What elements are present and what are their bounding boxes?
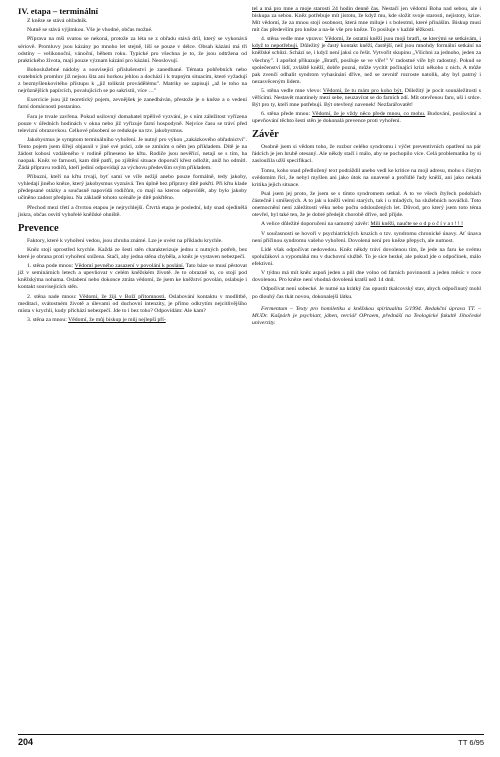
list-item-wall-3 (18, 317, 247, 324)
paragraph: Lidé však odpočívat nedovedou. Kněz někdy tráví dovolenou tím, že jede na faru ke svému spolužákovi a vypomáhá mu v duchovní službě. To je sice hezké, ale pokud jde o odpočinek, málo efektivní. (252, 246, 481, 267)
paragraph: Příbuzní, kteří na křtu trvají, byť sami ve víře nežijí anebo pouze formálně, tedy jakoby, vyhledají jiného kněze, který jakobysmus vyznává. Ten úplně bez přípravy dítě pokřtí. Při křtu klade předepsané otázky a současně napovídá rodičům, co mají na kterou odpovídět, aby bylo jakoby učiněno zadost předpisu. Na základě tohoto scénáře je dítě pokřtěno. (18, 174, 247, 202)
list-item-wall-5 (252, 88, 481, 109)
list-item-emphasis: Vědomí, že je vždy něco přede mnou, co mohu. (311, 111, 426, 118)
left-paragraphs-a (18, 18, 247, 219)
list-item-lead: 6. stěna přede mnou: (261, 111, 312, 118)
page-number: 204 (18, 737, 34, 747)
list-item-lead: 4. stěna vedle mne vpravo: (261, 36, 325, 43)
source-reference: Fermentum – Texty pro homiletiku a kněžskou spiritualitu 5/1994. Redakční úprava TT. – MUDr. Kašpárh je psychiatr, jáhen, terciář OPraem, přednáší na Teologické fakultě Jihočeské univerzity. (252, 305, 481, 326)
list-item-text: Oslabování kontaktu v modlitbě, meditaci, svátostném životě a úlevami od duchovní intenzity, je přímo odkrytím nejcitlivějšího místa v krychli, kudy přichází nebezpečí. Jde to i bez toho? Odpovídám: Ale kam? (18, 293, 248, 314)
closing-lead: A velice důležité doporučení na samotný závěr: (261, 221, 371, 228)
list-item-emphasis: tel a má pro mne a moje starosti 24 hodin denně čas. (252, 6, 380, 12)
paragraph: Fara je trvale zavřena. Pokud usilovný domahatel trpělivě vyzvání, je s ním záležitost vyřízena pouze v úředních hodinách v okna nebo již vyřizuje farní hospodyně. Nejvíce času se tráví před televizní obrazovkou. Celkové působení se redukuje na tzv. jakobysmus. (18, 113, 247, 134)
left-column (18, 6, 247, 326)
paragraph: Příprava na mši svatou se nekoná, protože za léta se z obřadu stává dril, který se vykonává sériově. Promluvy jsou kázány po mnoho let stejně, liší se pouze v délce. Obsah kázání má tři odstíny – velikonoční, vánoční, během roku. Typické pro všechna je to, že jsou odtržena od praktického života, mají pouze význam kázání pro kázání. Neoslovují. (18, 36, 247, 64)
section-heading-zaver: Závěr (252, 129, 279, 141)
paragraph: Z kněze se stává ohřadník. (27, 18, 88, 24)
paragraph: Exercicie jsou již teoretický pojem, zevnějšek je zanedbáván, přestože je o kněze a o vedení farní domácnosti postaráno. (18, 97, 247, 111)
list-item-emphasis: Vědomí, že ostatní kněží jsou moji bratři, se kterými se setkávám, i když to nepotřebuji. (252, 36, 481, 50)
list-item-text: Tato báze se musí pěstovat již v seminárních letech a upevňovat v celém kněžském životě. Je to obrazně to, co stojí pod kněžskýma nohama. Oslabení nebo dokonce ztráta vědomí, že jsem ke kněžství povolán, oslabuje i kontakt souvisejících stěn. (18, 263, 247, 291)
list-item-wall-2 (18, 294, 247, 315)
list-item-emphasis: Vědomí, že žiji v Boží přítomnosti. (78, 293, 166, 300)
issue-label: TT 6/95 (458, 738, 484, 747)
paragraph: V současnosti se hovoří v psychiatrických kruzích o tzv. syndromu chronické únavy. Ať únava není příčinou syndromu vašeho vyhoření. Dovolená není pro kněze přepych, ale nutnost. (252, 230, 481, 244)
paragraph: Faktory, které k vyhoření vedou, jsou zhruba známé. Lze je uvést na příkladu krychle. (27, 237, 223, 244)
list-item-text: Nestačí jen vědomí Boha nad sebou, ale i biskupa za sebou. Kněz potřebuje mít jistotu, že když mu, kde složit svoje starosti, nejistoty, krize. Mít vědomí, že za mnou stojí osobnost, která mne miluje i s bolestmi, které přináším. Biskup musí mít čas především pro kněze a na-še vše pro kněze. To posiluje v každé těžkosti. (252, 6, 481, 34)
paragraph: Nutně se stává výjimkou. Vše je vhodné, občas možné. (27, 27, 153, 34)
closing-recommendation (252, 221, 481, 228)
paragraph: Tomu, koho snad předložený text podráždil anebo vedl ke kritice na moji adresu, mohu s čistým svědomím říci, že nebyl myšlen ani jako útok na unavené a prořídlé řady kněží, ani jako nekalá kritika jejich situace. (252, 167, 481, 188)
list-item-emphasis: Vědomí, že můj biskup je můj nejlepší pří- (68, 316, 166, 323)
list-item-wall-4 (252, 36, 481, 85)
section-heading-prevence: Prevence (18, 222, 59, 234)
list-item-lead: 5. stěna vedle mne vlevo: (261, 87, 323, 94)
list-item-emphasis: Vědomí pevného zasazení v povolání k poslání. (74, 263, 185, 270)
right-column (252, 6, 481, 329)
paragraph: Přechod mezi třetí a čtvrtou etapou je nejrychlejší. Čtvrtá etapa je poslední, kdy snad ojedinělá jiskra, občas osvítí vyhořelé kněžské ohniště. (18, 204, 247, 218)
paragraph: Bohoslužebné nádoby a související příslušenství je zanedbané. Témata pohřebních nebo svatebních promluv již nejsou šita ani horkou jehlou a dochází i k trapným situacím, které vyžadují z bezmyšlenkovitého přístupu k „již tolikrát provádělému". Matriky se zapisují „až le toho na nejrůznějších papírcích, povalujících se po sakristii, více …" (18, 66, 247, 94)
closing-emphasis: Mili kněží, naučte se o d p o č í v a t ! ! ! (370, 221, 464, 228)
paragraph: Odpočívat není sobecké. Je nutné na krátký čas opustit tkalcovský stav, abych odpočinutý mohl po dlouhý čas tkát novou, dokonalejší látku. (252, 286, 481, 300)
paragraph: Psal jsem jej proto, že jsem se s tímto syndromem setkal. A to ve všech čtyřech podobách částečně i smíšených. A to jak u kněží velmi starých, tak i u mladých, ba služebních nováčků. Toto onemocnění není záležitostí věku nebo počtu odsloužených let. Důvod, pro který jsem toto téma otevřel, byl také ten, že je dobré předejít chorobě dříve, než přijde. (252, 190, 481, 219)
list-item-text: Důležitý je pocit sounáležitosti s věřícími. Nestavět mantinely mezi sebe, neuzavírat se do farních zdí. Mít otevřenou faru, uši i srdce. Být pro ty, kteří mne potřebují. Být otevřený navenek! Nezfarářovatět! (252, 87, 481, 108)
list-item-text: Budování, posilování a upevňování těchto šesti stěn je dokonalá prevence proti vyhoření. (252, 111, 481, 125)
list-item-emphasis: Vědomí, že tu mám pro koho být. (322, 87, 403, 94)
list-item-text: Důležitý je častý kontakt kněží, častější, než jsou mnohdy formální setkání na kněžské schůzi. Schází se, i když není jaksi co řešit. Vytvořit skupinu „Všichni za jednoho, jeden za všechny". I apoštol přikazuje „Bratři, posiluje se ve víře!" V radostné víře být radostný. Pokud se společenství lidí, zvláště kněží, dobře pozná, může vycítit počínající krizi někoho z nich. A může pak zvenčí odhalit syndrom vyhasínání dříve, než se zevnitř rozroste natolik, aby byl patrný i nezasvěceným lidem. (252, 43, 481, 85)
paragraph: Jakobysmus je symptom terminálního vyhoření. Je nutný pro výkon „zakázkového obřadnictví". Tento pojem jsem šířeji objasnil v jiné své práci, zde se zmíním o něm jen příkladem. Dítě je na žádost kohosi vzdáleného v rodině přineseno ke křtu. Rodiče jsou nevěřící, netají se s tím, ba naopak. Kněz ve farnosti, kam dítě patří, po zjištění situace doporučí křest odložit, aniž ho odmítl. Žádá přípravu rodičů, kteří jediní odpovídají za výchovu především svým příkladem. (18, 136, 247, 172)
paragraph: V týdnu má mít kněz aspoň jeden a půl dne volno od farních povinností a jeden měsíc v roce dovolenou. Pro kněze není vhodná dovolená kratší než 14 dnů. (252, 270, 481, 284)
paragraph: Kněz stojí uprostřed krychle. Každá ze šesti stěn charakterizuje jednu z nutných potřeb, bez které je obrana proti vyhoření snížena. Stačí, aby jedna stěna chyběla, a kněz je vystaven nebezpečí. (18, 246, 247, 260)
list-item-wall-6 (252, 111, 481, 125)
list-item-lead: 3. stěna za mnou: (27, 316, 69, 323)
list-item-lead: 2. stěna nade mnou: (27, 293, 79, 300)
list-item-wall-1 (18, 263, 247, 291)
list-item-wall-3-continued (252, 6, 481, 34)
list-item-lead: 1. stěna pode mnou: (27, 263, 75, 270)
footer-rule (18, 734, 484, 735)
paragraph: Osobně jsem si vědom toho, že rozbor celého syndromu i výčet preventivních opatření na pár řádcích je jen hrubě otesaný. Ale někdy stačí i málo, aby se pochopilo více. Celá problematika by si zasloužila užší specifikaci. (252, 144, 481, 165)
section-heading-etapa-iv: IV. etapa – terminální (18, 6, 99, 16)
